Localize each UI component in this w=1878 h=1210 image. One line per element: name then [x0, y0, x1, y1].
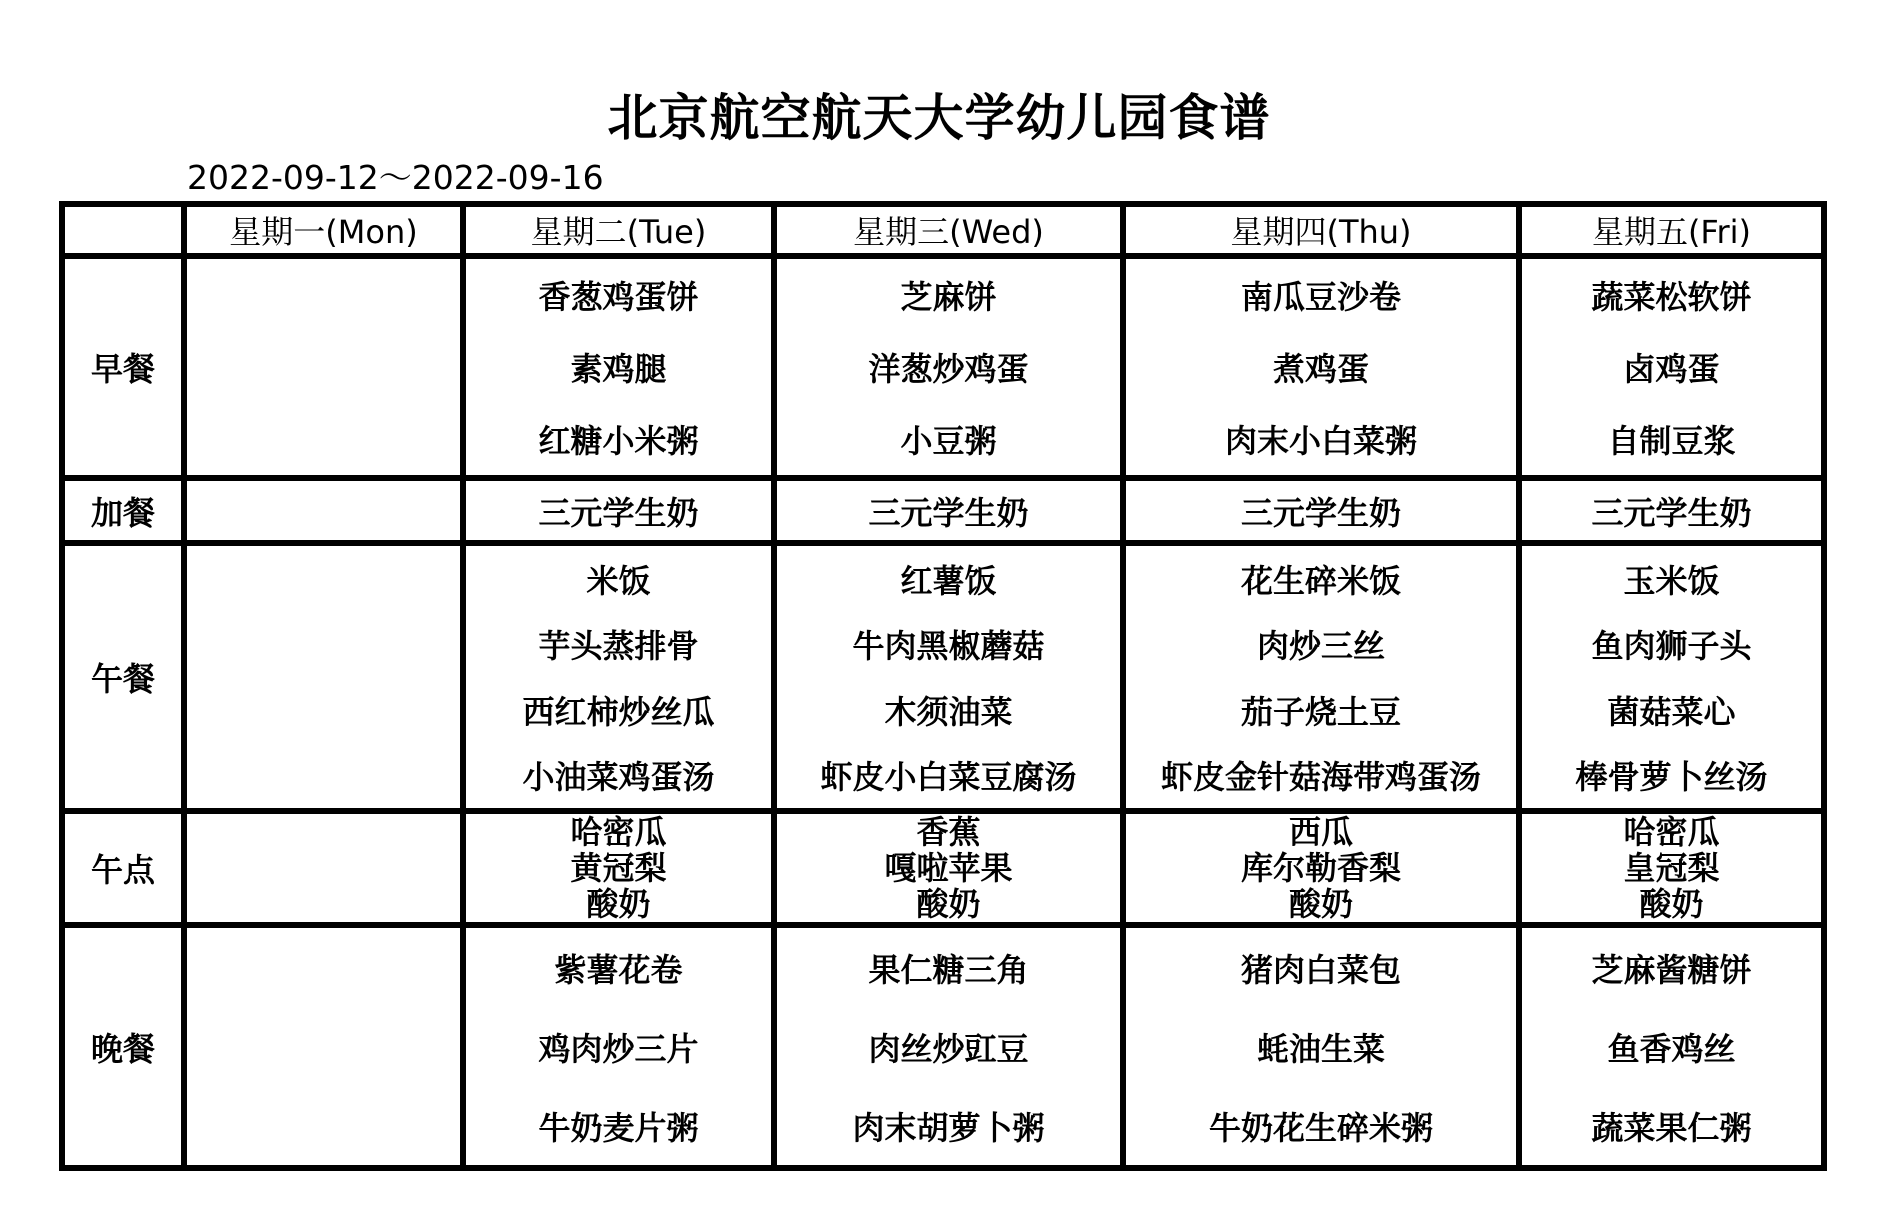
- dish: 肉丝炒豇豆: [868, 1029, 1029, 1068]
- meal-row-breakfast: [62, 256, 1824, 478]
- day-header: 星期五(Fri): [1519, 204, 1824, 256]
- dish: 虾皮小白菜豆腐汤: [820, 758, 1077, 797]
- dish: 芝麻酱糖饼: [1591, 950, 1752, 989]
- dish: 牛奶花生碎米粥: [1208, 1108, 1433, 1147]
- dish: 肉末小白菜粥: [1224, 422, 1417, 460]
- dish: 洋葱炒鸡蛋: [868, 350, 1029, 388]
- day-header: 星期四(Thu): [1123, 204, 1519, 256]
- menu-cell: [184, 256, 463, 478]
- menu-cell: [184, 925, 463, 1168]
- dish: 木须油菜: [884, 692, 1013, 731]
- meal-row-afternoon-snack: [62, 811, 1824, 925]
- dish: 菌菇菜心: [1607, 692, 1736, 731]
- dish: 米饭: [586, 561, 651, 600]
- dish: 素鸡腿: [570, 350, 667, 388]
- dish: 花生碎米饭: [1240, 561, 1401, 600]
- menu-cell: [774, 925, 1123, 1168]
- dish: 香蕉: [916, 813, 981, 851]
- menu-cell: [774, 811, 1123, 925]
- dish: 蔬菜果仁粥: [1591, 1108, 1752, 1147]
- menu-cell: [1519, 811, 1824, 925]
- menu-cell: 三元学生奶: [774, 478, 1123, 543]
- meal-row-snack: [62, 478, 1824, 543]
- dish: 肉炒三丝: [1256, 627, 1385, 666]
- day-header: 星期二(Tue): [463, 204, 774, 256]
- menu-cell: 三元学生奶: [463, 478, 774, 543]
- menu-cell: 三元学生奶: [1123, 478, 1519, 543]
- dish: 西红柿炒丝瓜: [522, 692, 715, 731]
- dish: 果仁糖三角: [868, 950, 1029, 989]
- dish: 西瓜: [1288, 813, 1353, 851]
- dish: 香葱鸡蛋饼: [538, 278, 699, 316]
- menu-cell: [1123, 925, 1519, 1168]
- meal-label: 午餐: [62, 543, 184, 811]
- menu-cell: [1519, 925, 1824, 1168]
- meal-label: 午点: [62, 811, 184, 925]
- dish: 鱼香鸡丝: [1607, 1029, 1736, 1068]
- menu-cell: [463, 256, 774, 478]
- dish: 哈密瓜: [570, 813, 667, 851]
- dish: 黄冠梨: [570, 849, 667, 887]
- corner-cell: [62, 204, 184, 256]
- date-range: 2022-09-12～2022-09-16: [187, 158, 604, 197]
- dish: 酸奶: [1639, 885, 1704, 923]
- dish: 小豆粥: [900, 422, 997, 460]
- menu-cell: [1123, 256, 1519, 478]
- dish: 酸奶: [1288, 885, 1353, 923]
- meal-row-dinner: [62, 925, 1824, 1168]
- day-header: 星期三(Wed): [774, 204, 1123, 256]
- dish: 茄子烧土豆: [1240, 692, 1401, 731]
- menu-cell: [1123, 811, 1519, 925]
- dish: 蚝油生菜: [1256, 1029, 1385, 1068]
- menu-cell: [1519, 543, 1824, 811]
- dish: 皇冠梨: [1623, 849, 1720, 887]
- dish: 鸡肉炒三片: [538, 1029, 699, 1068]
- dish: 棒骨萝卜丝汤: [1575, 758, 1768, 797]
- dish: 嘎啦苹果: [884, 849, 1013, 887]
- dish: 煮鸡蛋: [1272, 350, 1369, 388]
- dish: 鱼肉狮子头: [1591, 627, 1752, 666]
- dish: 红薯饭: [900, 561, 997, 600]
- dish: 小油菜鸡蛋汤: [522, 758, 715, 797]
- dish: 紫薯花卷: [554, 950, 683, 989]
- dish: 卤鸡蛋: [1623, 350, 1720, 388]
- menu-cell: [774, 543, 1123, 811]
- dish: 酸奶: [916, 885, 981, 923]
- dish: 牛肉黑椒蘑菇: [852, 627, 1045, 666]
- dish: 玉米饭: [1623, 561, 1720, 600]
- dish: 虾皮金针菇海带鸡蛋汤: [1160, 758, 1481, 797]
- menu-cell: [184, 543, 463, 811]
- dish: 自制豆浆: [1607, 422, 1736, 460]
- day-header: 星期一(Mon): [184, 204, 463, 256]
- meal-label: 加餐: [62, 478, 184, 543]
- meal-label: 早餐: [62, 256, 184, 478]
- dish: 南瓜豆沙卷: [1240, 278, 1401, 316]
- dish: 芋头蒸排骨: [538, 627, 699, 666]
- menu-table: [59, 201, 1827, 1171]
- dish: 牛奶麦片粥: [538, 1108, 699, 1147]
- menu-cell: [1519, 256, 1824, 478]
- dish: 哈密瓜: [1623, 813, 1720, 851]
- dish: 蔬菜松软饼: [1591, 278, 1752, 316]
- menu-cell: [1123, 543, 1519, 811]
- menu-cell: [463, 811, 774, 925]
- dish: 猪肉白菜包: [1240, 950, 1401, 989]
- dish: 芝麻饼: [900, 278, 997, 316]
- meal-label: 晚餐: [62, 925, 184, 1168]
- menu-cell: [463, 543, 774, 811]
- header-row: [62, 204, 1824, 256]
- menu-cell: [184, 811, 463, 925]
- menu-cell: 三元学生奶: [1519, 478, 1824, 543]
- dish: 肉末胡萝卜粥: [852, 1108, 1045, 1147]
- dish: 酸奶: [586, 885, 651, 923]
- menu-cell: [184, 478, 463, 543]
- dish: 红糖小米粥: [538, 422, 699, 460]
- menu-cell: [774, 256, 1123, 478]
- menu-cell: [463, 925, 774, 1168]
- meal-row-lunch: [62, 543, 1824, 811]
- dish: 库尔勒香梨: [1240, 849, 1401, 887]
- page-title: 北京航空航天大学幼儿园食谱: [607, 89, 1271, 147]
